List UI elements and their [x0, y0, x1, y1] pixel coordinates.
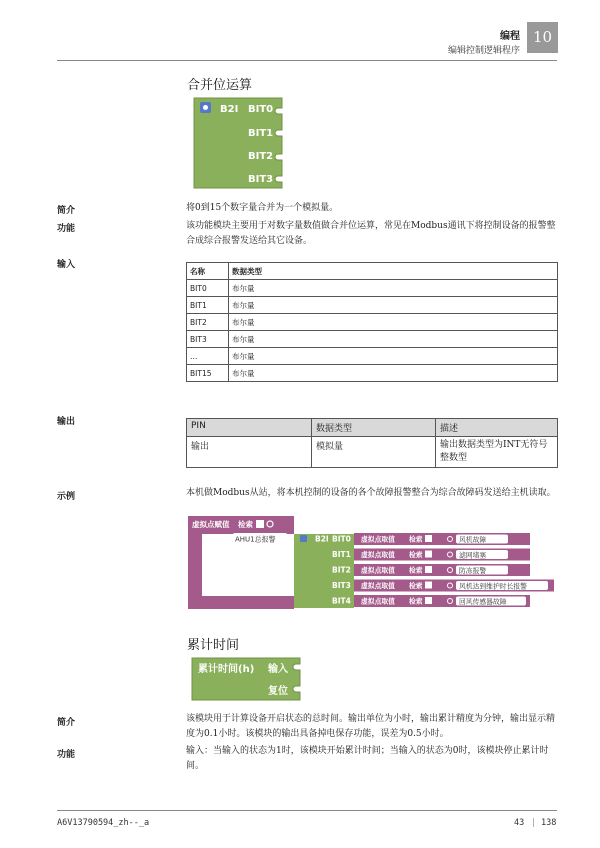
svg-text:检索: 检索: [409, 582, 423, 590]
b2i-name: B2I: [220, 104, 239, 115]
svg-text:B2I: B2I: [315, 534, 329, 544]
get-row-4: [354, 595, 530, 607]
page-total: 138: [541, 818, 557, 828]
example-text: 本机做Modbus从站，将本机控制的设备的各个故障报警整合为综合故障码发送给主机读取。: [186, 488, 556, 498]
section2-title: 累计时间: [187, 638, 240, 653]
function-label-1: 功能: [57, 224, 76, 234]
svg-text:风机达到维护时长报警: 风机达到维护时长报警: [459, 582, 527, 591]
svg-text:输入: 输入: [268, 664, 288, 675]
example-label: 示例: [57, 492, 76, 502]
table-row: BIT1 布尔量: [187, 297, 558, 314]
b2i-input-2: BIT2: [248, 151, 274, 162]
function-text-1: 该功能模块主要用于对数字量数值做合并位运算，常见在Modbus通讯下将控制设备的报警整合成综合报警发送给其它设备。: [186, 221, 556, 246]
svg-text:检索: 检索: [238, 520, 253, 529]
svg-text:BIT3: BIT3: [332, 581, 351, 590]
svg-text:BIT1: BIT1: [332, 550, 351, 559]
b2i-input-1: BIT1: [248, 128, 274, 139]
svg-text:虚拟点取值: 虚拟点取值: [361, 582, 395, 590]
table-row: BIT3 布尔量: [187, 331, 558, 348]
page-separator: |: [531, 818, 537, 828]
get-row-2: [354, 564, 530, 576]
svg-text:检索: 检索: [409, 597, 423, 606]
input-label: 输入: [57, 260, 76, 270]
svg-text:回风传感器故障: 回风传感器故障: [459, 598, 507, 606]
function-label-2: 功能: [57, 750, 76, 760]
intro-label-1: 简介: [57, 206, 76, 216]
get-row-3: [354, 580, 554, 592]
table-row: BIT2 布尔量: [187, 314, 558, 331]
svg-text:检索: 检索: [409, 535, 423, 544]
intro-label-2: 简介: [57, 718, 76, 728]
svg-text:虚拟点赋值: 虚拟点赋值: [192, 520, 230, 529]
chapter-number: 10: [527, 22, 558, 53]
svg-text:虚拟点取值: 虚拟点取值: [361, 535, 395, 544]
svg-text:累计时间(h): 累计时间(h): [198, 664, 255, 675]
header-title: 编程: [500, 31, 520, 42]
svg-text:虚拟点取值: 虚拟点取值: [361, 597, 395, 606]
b2i-block: [192, 96, 292, 192]
table-row: 输出 模拟量 输出数据类型为INT无符号整数型: [187, 437, 558, 468]
table-row: BIT15 布尔量: [187, 365, 558, 382]
header-subtitle: 编辑控制逻辑程序: [447, 46, 520, 56]
svg-text:检索: 检索: [409, 551, 423, 559]
table-header-row: PIN 数据类型 描述: [187, 419, 558, 437]
get-row-0: [354, 533, 530, 545]
svg-text:BIT4: BIT4: [332, 596, 351, 606]
output-table: [186, 418, 558, 468]
function-text-2: 输入：当输入的状态为1时，该模块开始累计时间；当输入的状态为0时，该模块停止累计时间。: [186, 746, 549, 771]
svg-text:检索: 检索: [409, 566, 423, 575]
svg-text:防冻报警: 防冻报警: [459, 567, 487, 575]
table-row: BIT0 布尔量: [187, 280, 558, 297]
get-row-1: [354, 549, 530, 561]
svg-text:滤网堵塞: 滤网堵塞: [459, 551, 487, 560]
intro-text-1: 将0到15个数字量合并为一个模拟量。: [186, 203, 339, 213]
page-number: 43: [514, 818, 525, 828]
svg-text:BIT2: BIT2: [332, 565, 351, 575]
doc-id: A6V13790594_zh--_a: [57, 818, 150, 828]
example-block: [186, 514, 566, 612]
svg-text:风机故障: 风机故障: [459, 536, 487, 544]
footer-rule: [57, 810, 557, 811]
svg-text:AHU1总报警: AHU1总报警: [235, 535, 276, 544]
header-rule: [57, 60, 557, 61]
section1-title: 合并位运算: [187, 78, 253, 93]
svg-text:虚拟点取值: 虚拟点取值: [361, 551, 395, 559]
accumulate-time-block: [190, 656, 310, 704]
svg-text:虚拟点取值: 虚拟点取值: [361, 566, 395, 575]
intro-text-2: 该模块用于计算设备开启状态的总时间。输出单位为小时，输出累计精度为分钟，输出显示精度为0.1小时。该模块的输出具备掉电保存功能，误差为0.5小时。: [186, 714, 556, 739]
svg-text:BIT0: BIT0: [332, 534, 351, 544]
svg-text:复位: 复位: [268, 686, 288, 697]
b2i-input-0: BIT0: [248, 104, 274, 115]
table-header-row: 名称 数据类型: [187, 263, 558, 280]
output-label: 输出: [57, 417, 76, 427]
checkbox-icon: [256, 520, 264, 528]
input-table: [186, 262, 558, 382]
gear-icon: [300, 535, 307, 542]
b2i-input-3: BIT3: [248, 174, 274, 185]
table-row: … 布尔量: [187, 348, 558, 365]
